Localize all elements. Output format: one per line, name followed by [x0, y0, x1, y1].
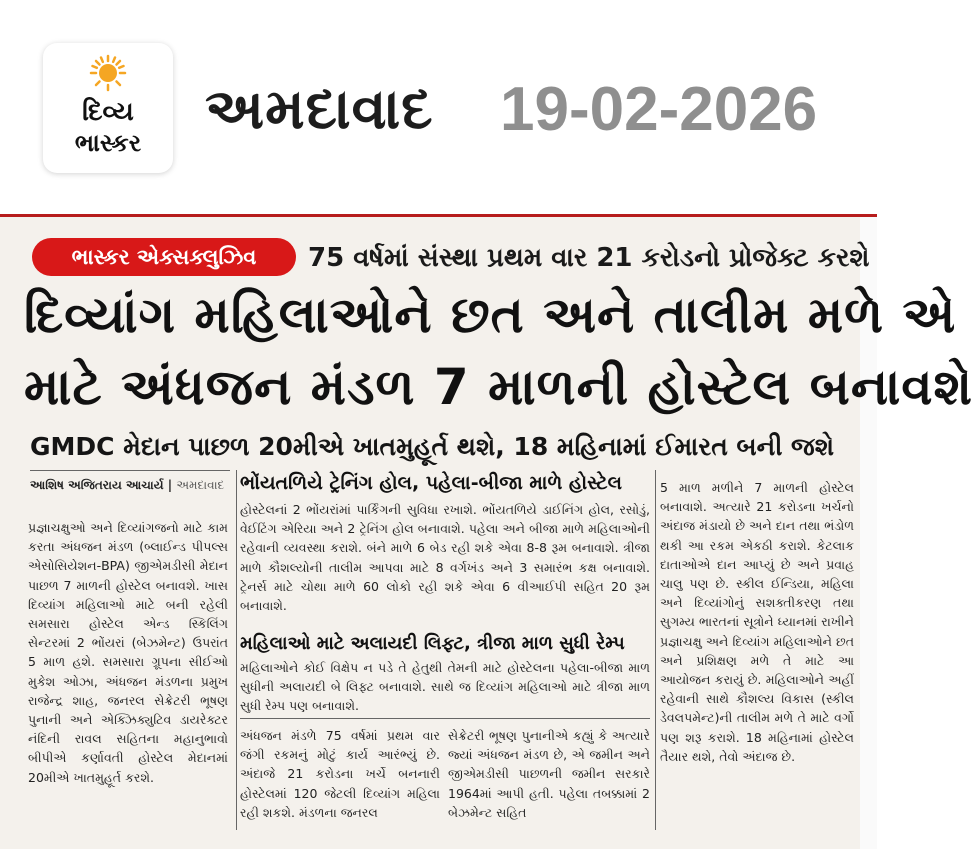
column-divider-1 — [236, 470, 237, 830]
article-deck: GMDC મેદાન પાછળ 20મીએ ખાતમુહૂર્ત થશે, 18 મહિનામાં ઈમારત બની જશે — [30, 432, 834, 461]
article-kicker: 75 વર્ષમાં સંસ્થા પ્રથમ વાર 21 કરોડનો પ્રોજેક્ટ કરશે — [308, 243, 870, 273]
section-rule — [240, 718, 650, 719]
byline-place: અમદાવાદ — [176, 478, 225, 492]
column-2-text: અંધજન મંડળે 75 વર્ષમાં પ્રથમ વાર જંગી રકમનું મોટું કાર્ય આરંભ્યું છે. અંદાજે 21 કરોડના ખર્ચે બનનારી હોસ્ટેલમાં 120 જેટલી દિવ્યાંગ મહિલા રહી શકશે. મંડળના જનરલ — [240, 728, 440, 820]
column-1-text: પ્રજ્ઞાચક્ષુઓ અને દિવ્યાંગજનો માટે કામ કરતા અંધજન મંડળ (બ્લાઈન્ડ પીપલ્સ એસોસિયેશન-BPA) જીએમડીસી મેદાન પાછળ 7 માળની હોસ્ટેલ બનાવશે. ખાસ દિવ્યાંગ મહિલાઓ માટે બની રહેલી સમસારા હોસ્ટેલ એન્ડ સ્કિલિંગ સેન્ટરમાં 2 ભોંયરાં (બેઝમેન્ટ) ઉપરાંત 5 માળ હશે. સમસારા ગ્રૂપના સીઈઓ મુકેશ ઓઝા, અંધજન મંડળના પ્રમુખ રાજેન્દ્ર શાહ, જનરલ સેક્રેટરી ભૂષણ પુનાની અને એક્ઝિક્યુટિવ ડાયરેક્ટર નંદિની રાવલ સહિતના મહાનુભાવો બીપીએ કર્ણાવતી હોસ્ટેલ મેદાનમાં 20મીએ ખાતમુહૂર્ત કરશે. — [28, 520, 228, 785]
column-3-text: સેક્રેટરી ભૂષણ પુનાનીએ કહ્યું કે અત્યારે જ્યાં અંધજન મંડળ છે, એ જમીન અને જીએમડીસી પાછળની જમીન સરકારે 1964માં આપી હતી. પહેલા તબક્કામાં 2 બેઝમેન્ટ સહિત — [448, 728, 650, 820]
headline-line2: માટે અંધજન મંડળ 7 માળની હોસ્ટેલ બનાવશે — [24, 358, 973, 416]
edition-date: 19-02-2026 — [500, 75, 818, 144]
byline-name: આશિષ અજિતરાય આચાર્ય — [30, 478, 164, 492]
logo-text-line1: દિવ્ય — [82, 97, 134, 127]
edition-city: અમદાવાદ — [205, 77, 434, 142]
divya-bhaskar-logo — [43, 43, 173, 173]
subhead-training-hall: ભોંયતળિયે ટ્રેનિંગ હોલ, પહેલા-બીજા માળે હોસ્ટેલ — [240, 472, 622, 494]
column-4-text: 5 માળ મળીને 7 માળની હોસ્ટેલ બનાવાશે. અત્યારે 21 કરોડના ખર્ચનો અંદાજ મંડાયો છે અને દાન તથા ભંડોળ થકી આ રકમ એકઠી કરાશે. કેટલાક દાતાઓએ દાન આપ્યું છે અને પ્રવાહ ચાલુ પણ છે. સ્કીલ ઈન્ડિયા, મહિલા અને દિવ્યાંગોનું સશક્તીકરણ તથા સુગમ્ય ભારતનાં સૂત્રોને ધ્યાનમાં રાખીને પ્રજ્ઞાચક્ષુ અને દિવ્યાંગ મહિલાઓને છત અને પ્રશિક્ષણ મળે તે માટે આ આયોજન કરાયું છે. મહિલાઓને અહીં રહેવાની સાથે કૌશલ્ય વિકાસ (સ્કીલ ડેવલપમેન્ટ)ની તાલીમ મળે તે માટે વર્ગો પણ શરૂ કરાશે. 18 મહિનામાં હોસ્ટેલ તૈયાર થશે, તેવો અંદાજ છે. — [660, 480, 854, 764]
logo-text-line2: ભાસ્કર — [74, 129, 142, 157]
byline-rule — [30, 470, 230, 471]
column-divider-2 — [655, 470, 656, 830]
sun-icon — [90, 55, 126, 91]
headline-line1: દિવ્યાંગ મહિલાઓને છત અને તાલીમ મળે એ — [24, 286, 957, 344]
subhead1-body: હોસ્ટેલનાં 2 ભોંયરાંમાં પાર્કિંગની સુવિધા રખાશે. ભોંયતળિયે ડાઈનિંગ હોલ, રસોડું, વેઈટિંગ એરિયા અને 2 ટ્રેનિંગ હોલ બનાવાશે. પહેલા અને બીજા માળે મહિલાઓની રહેવાની વ્યવસ્થા કરાશે. બંને માળે 6 બેડ રહી શકે એવા 8-8 રૂમ બનાવાશે. ત્રીજા માળે કૌશલ્યોની તાલીમ આપવા માટે 8 વર્ગખંડ અને 3 સમારંભ કક્ષ બનાવાશે. ટ્રેનર્સ માટે ચોથા માળે 60 લોકો રહી શકે એવા 6 વીઆઈપી સહિત 20 રૂમ બનાવાશે. — [240, 502, 650, 614]
page-header — [0, 0, 877, 215]
byline: આશિષ અજિતરાય આચાર્ય | અમદાવાદ — [30, 478, 225, 492]
exclusive-badge: ભાસ્કર એક્સક્લુઝિવ — [32, 238, 296, 276]
subhead-separate-lift: મહિલાઓ માટે અલાયદી લિફ્ટ, ત્રીજા માળ સુધી રેમ્પ — [240, 633, 625, 654]
subhead2-body: મહિલાઓને કોઈ વિક્ષેપ ન પડે તે હેતુથી તેમની માટે હોસ્ટેલના પહેલા-બીજા માળ સુધીની અલાયદી બે લિફ્ટ બનાવાશે. સાથે જ દિવ્યાંગ મહિલાઓ માટે ત્રીજા માળ સુધી રેમ્પ પણ બનાવાશે. — [240, 660, 650, 714]
